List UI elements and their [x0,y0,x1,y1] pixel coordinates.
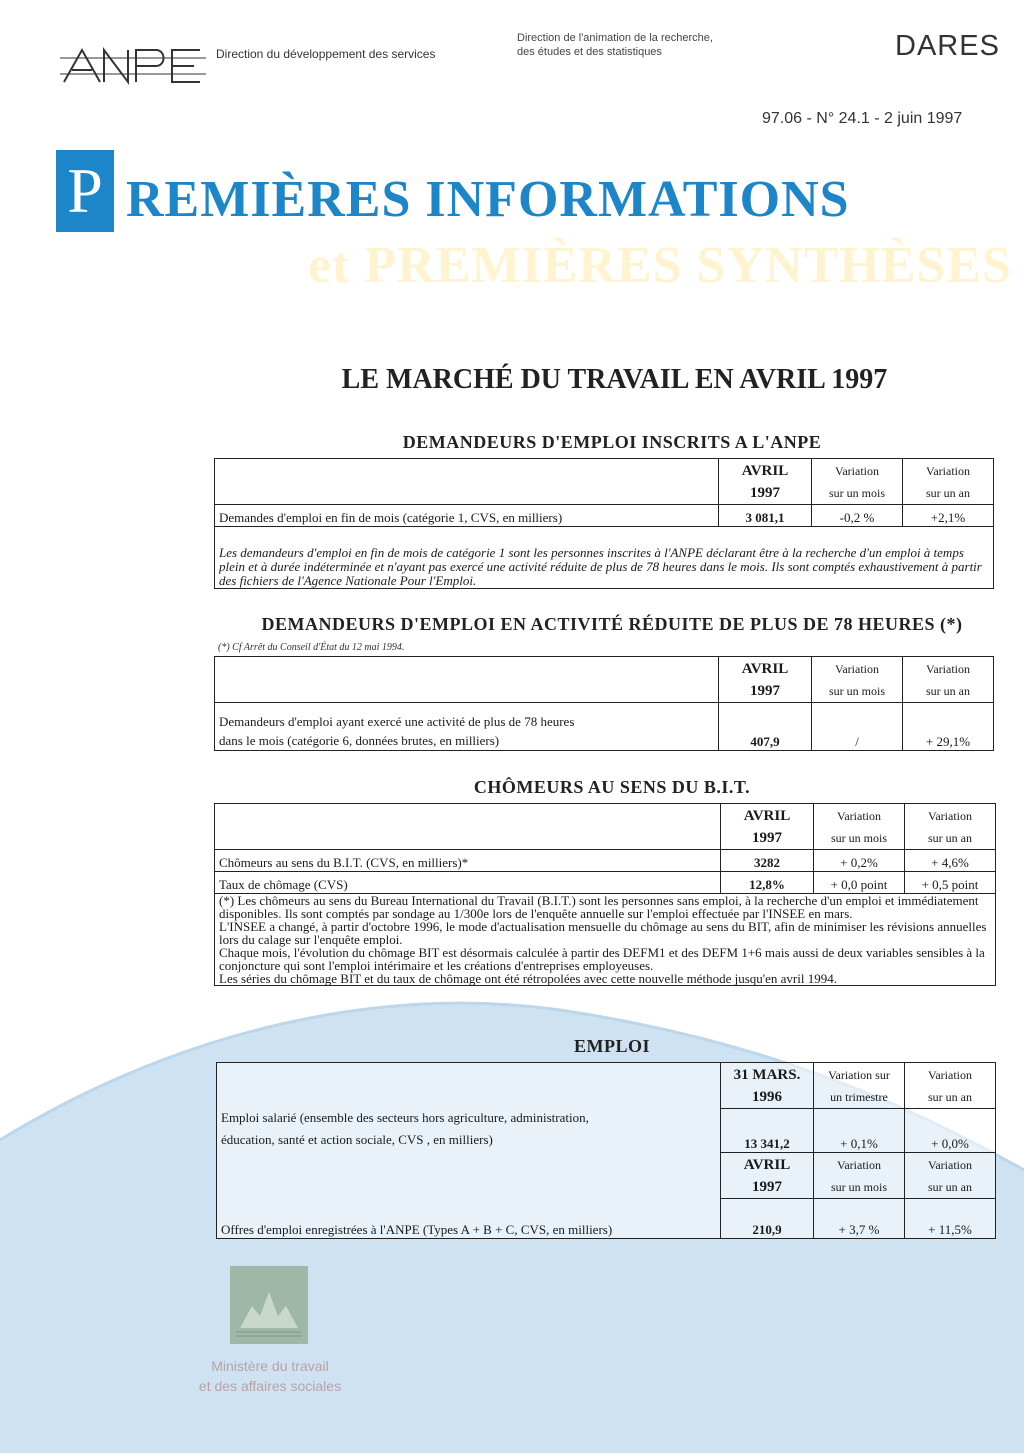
header-var-year: Variation sur un an [905,804,996,850]
row-value: 13 341,2 [721,1109,814,1153]
masthead-initial-box [56,150,114,232]
header-var-quarter: Variation sur un trimestre [814,1063,905,1109]
anpe-logo [60,44,206,86]
note-line: Chaque mois, l'évolution du chômage BIT est désormais calculée à partir des DEFM1 et des DEFM 1+6 mais aussi de deux variables sensibles à la conjoncture qui sont l'emploi intérimaire et les créations d'entreprises employeuses. [219,945,985,973]
ministry-logo [230,1266,308,1344]
header-period: 31 MARS. 1996 [721,1063,814,1109]
note-line: (*) Les chômeurs au sens du Bureau International du Travail (B.I.T.) sont les personnes sans emploi, à la recherche d'un emploi et immédiatement disponibles. Ils sont comptés par sondage au 1/300e lors de l'enquête annuelle sur l'emploi effectuée par l'INSEE en mars. [219,893,979,921]
row-var-year: +2,1% [903,505,994,527]
row-var-year: + 29,1% [903,703,994,751]
row-var-month: + 0,2% [814,850,905,872]
table-reduite-blank [215,657,719,703]
table-row [215,703,994,751]
header-var-month: Variation sur un mois [814,1153,905,1199]
section-note-reduite: (*) Cf Arrêt du Conseil d'État du 12 mai 1994. [218,642,405,653]
dds-label: Direction du développement des services [216,47,436,61]
dares-direction-line1: Direction de l'animation de la recherche, [517,32,713,44]
row-var-month: / [812,703,903,751]
masthead-title: REMIÈRES INFORMATIONS [126,171,850,228]
section-title-anpe: DEMANDEURS D'EMPLOI INSCRITS A L'ANPE [402,432,822,452]
table-emploi [216,1062,996,1239]
header-period: AVRIL 1997 [721,804,814,850]
dares-direction [517,31,713,59]
table-anpe-note: Les demandeurs d'emploi en fin de mois de catégorie 1 sont les personnes inscrites à l'ANPE déclarant être à la recherche d'un emploi à temps plein et à durée indéterminée et n'ayant pas exercé une activité réduite de plus de 78 heures dans le mois. Ils sont comptés exhaustivement à partir des fichiers de l'Agence Nationale Pour l'Emploi. [215,527,994,589]
section-title-emploi: EMPLOI [573,1036,650,1056]
row-label: Taux de chômage (CVS) [215,872,721,894]
table-bit-notes [215,894,996,986]
row-var-quarter: + 0,1% [814,1109,905,1153]
row-var-month: + 3,7 % [814,1199,905,1239]
dares-label: DARES [895,30,1000,62]
section-title-reduite: DEMANDEURS D'EMPLOI EN ACTIVITÉ RÉDUITE DE PLUS DE 78 HEURES (*) [261,614,963,634]
row-value: 210,9 [721,1199,814,1239]
header-var-year: Variation sur un an [905,1153,996,1199]
row-var-year: + 4,6% [905,850,996,872]
issue-number: 97.06 - N° 24.1 - 2 juin 1997 [762,110,963,127]
note-line: L'INSEE a changé, à partir d'octobre 1996, le mode d'actualisation mensuelle du chômage au sens du BIT, afin de minimiser les révisions annuelles lors du calage sur l'enquête emploi. [219,919,987,947]
row-label: Demandeurs d'emploi ayant exercé une activité de plus de 78 heures dans le mois (catégorie 6, données brutes, en milliers) [215,703,719,751]
header-var-month: Variation sur un mois [814,804,905,850]
header-period: AVRIL 1997 [721,1153,814,1199]
row-var-month: -0,2 % [812,505,903,527]
header-period: AVRIL 1997 [719,657,812,703]
table-row [215,850,996,872]
ministry-line2: et des affaires sociales [198,1378,342,1394]
dares-direction-line2: des études et des statistiques [517,46,662,58]
row-var-month: + 0,0 point [814,872,905,894]
table-reduite [214,656,994,751]
row-label: Demandes d'emploi en fin de mois (catégorie 1, CVS, en milliers) [215,505,719,527]
table-anpe [214,458,994,589]
row-value: 3 081,1 [719,505,812,527]
row-var-year: + 0,0% [905,1109,996,1153]
row-label: Chômeurs au sens du B.I.T. (CVS, en milliers)* [215,850,721,872]
table-row [215,505,994,527]
header-period: AVRIL 1997 [719,459,812,505]
header-var-year: Variation sur un an [903,657,994,703]
header-var-year: Variation sur un an [903,459,994,505]
ministry-name [150,1356,390,1396]
row-label: Emploi salarié (ensemble des secteurs hors agriculture, administration, éducation, santé et action sociale, CVS , en milliers) [217,1063,721,1153]
page-title: LE MARCHÉ DU TRAVAIL EN AVRIL 1997 [341,364,888,395]
table-bit [214,803,996,986]
masthead-initial: P [67,155,103,226]
table-bit-blank [215,804,721,850]
table-row [215,872,996,894]
header-var-month: Variation sur un mois [812,657,903,703]
row-value: 3282 [721,850,814,872]
row-label: Offres d'emploi enregistrées à l'ANPE (Types A + B + C, CVS, en milliers) [217,1153,721,1239]
masthead-subtitle: et PREMIÈRES SYNTHÈSES [308,237,1012,294]
row-var-year: + 11,5% [905,1199,996,1239]
ministry-line1: Ministère du travail [211,1358,329,1374]
row-value: 407,9 [719,703,812,751]
note-line: Les séries du chômage BIT et du taux de chômage ont été rétropolées avec cette nouvelle méthode jusqu'en avril 1994. [219,971,837,986]
row-value: 12,8% [721,872,814,894]
header-var-month: Variation sur un mois [812,459,903,505]
table-anpe-blank [215,459,719,505]
row-var-year: + 0,5 point [905,872,996,894]
section-title-bit: CHÔMEURS AU SENS DU B.I.T. [473,777,751,797]
header-var-year: Variation sur un an [905,1063,996,1109]
